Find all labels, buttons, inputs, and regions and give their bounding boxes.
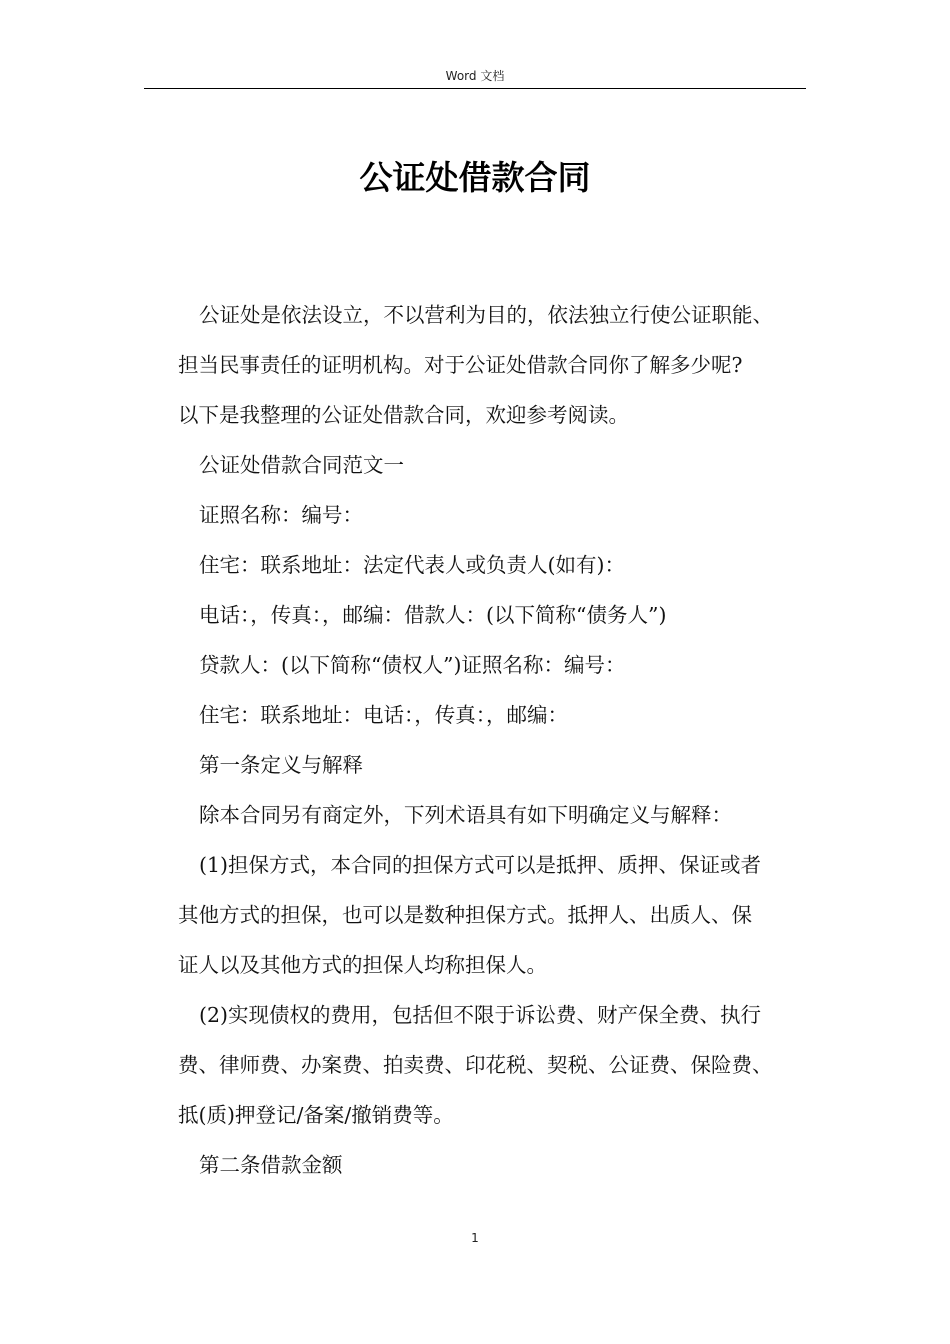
- body-line: 公证处是依法设立，不以营利为目的，依法独立行使公证职能、: [199, 303, 773, 327]
- body-line: 担当民事责任的证明机构。对于公证处借款合同你了解多少呢?: [178, 353, 743, 377]
- body-line: (1)担保方式，本合同的担保方式可以是抵押、质押、保证或者: [199, 853, 762, 877]
- body-line: 其他方式的担保，也可以是数种担保方式。抵押人、出质人、保: [178, 903, 752, 927]
- body-line: 抵(质)押登记/备案/撤销费等。: [178, 1103, 454, 1127]
- section-heading: 第一条定义与解释: [199, 753, 363, 777]
- body-line: 以下是我整理的公证处借款合同，欢迎参考阅读。: [178, 403, 629, 427]
- document-body: [178, 290, 818, 1190]
- body-line: 电话：，传真：，邮编：借款人：(以下简称“债务人”): [199, 603, 667, 627]
- body-line: 证照名称：编号：: [199, 503, 363, 527]
- header-divider: [144, 88, 806, 89]
- section-heading: 第二条借款金额: [199, 1153, 343, 1177]
- body-line: 公证处借款合同范文一: [199, 453, 404, 477]
- page-header: Word 文档: [445, 69, 505, 83]
- body-line: 证人以及其他方式的担保人均称担保人。: [178, 953, 547, 977]
- body-line: (2)实现债权的费用，包括但不限于诉讼费、财产保全费、执行: [199, 1003, 762, 1027]
- document-title: 公证处借款合同: [359, 158, 591, 197]
- body-line: 除本合同另有商定外，下列术语具有如下明确定义与解释：: [199, 803, 732, 827]
- body-line: 住宅：联系地址：法定代表人或负责人(如有)：: [199, 553, 625, 577]
- body-line: 住宅：联系地址：电话：，传真：，邮编：: [199, 703, 568, 727]
- body-line: 贷款人：(以下简称“债权人”)证照名称：编号：: [199, 653, 626, 677]
- body-line: 费、律师费、办案费、拍卖费、印花税、契税、公证费、保险费、: [178, 1053, 773, 1077]
- page-number: 1: [471, 1231, 479, 1245]
